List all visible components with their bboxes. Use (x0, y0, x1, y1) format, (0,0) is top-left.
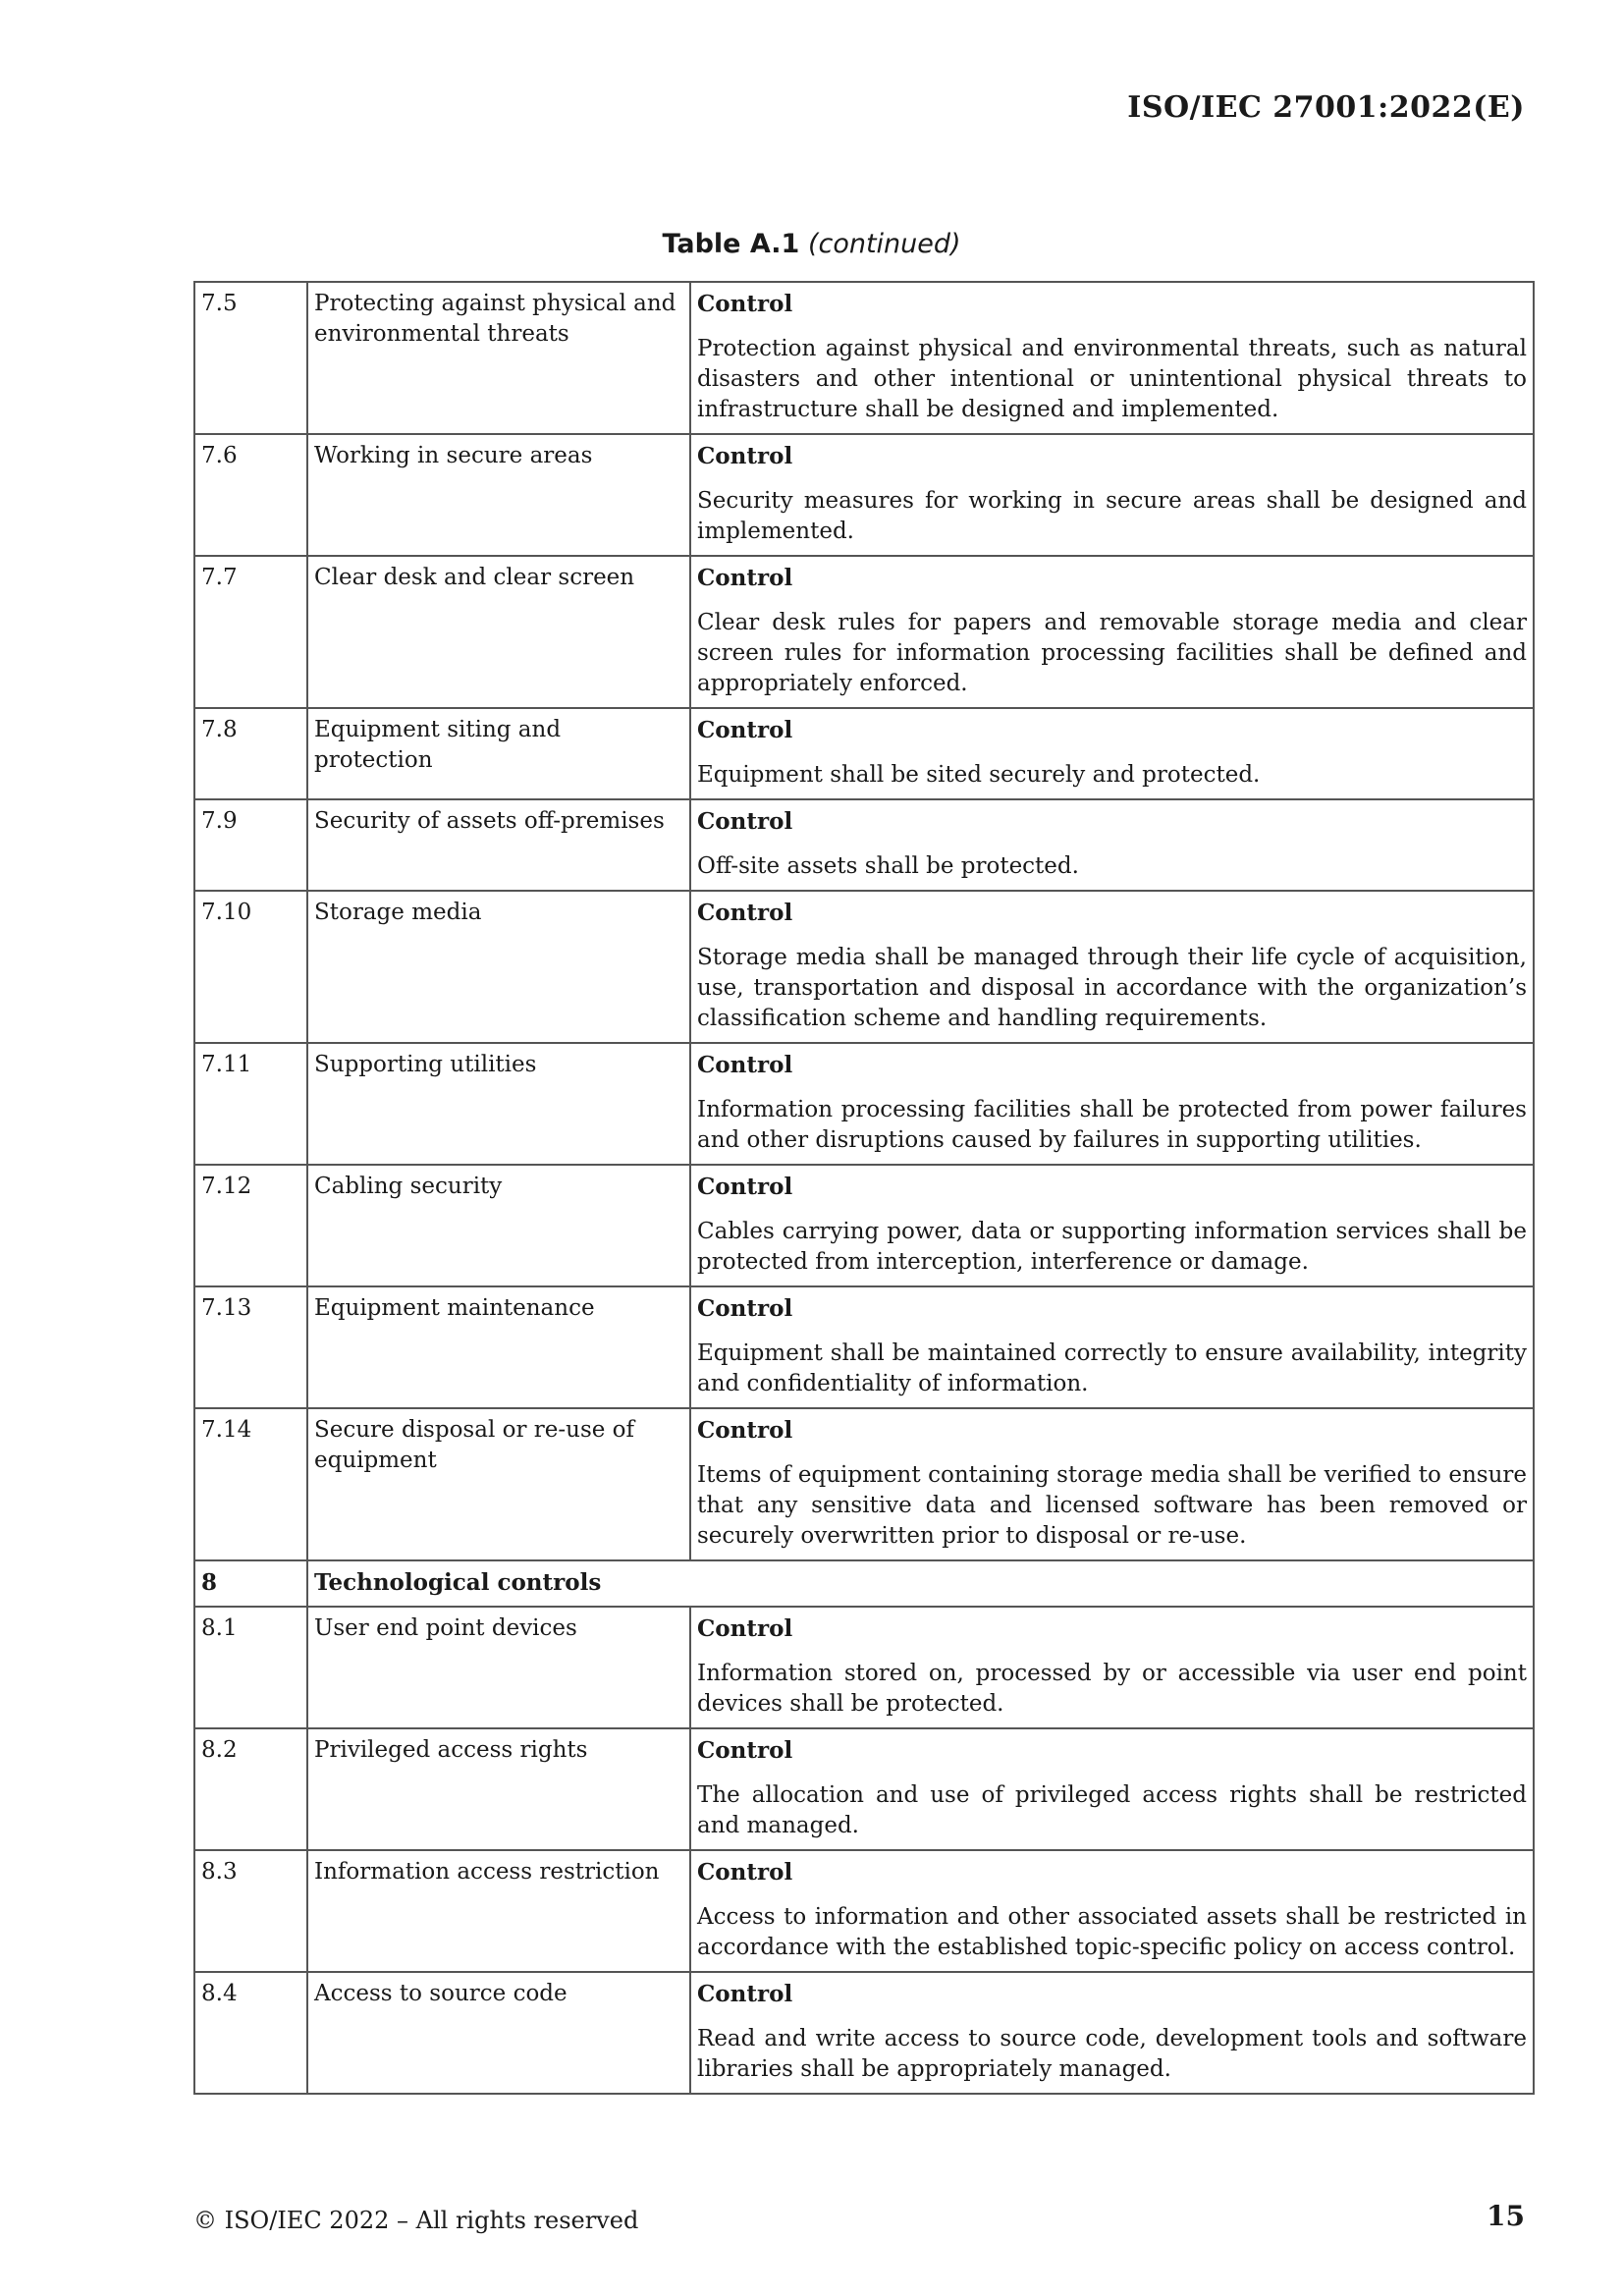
control-cell (690, 1043, 1534, 1165)
control-label: Control (697, 1981, 793, 2007)
table-caption-title: Table A.1 (662, 229, 800, 259)
control-cell (690, 799, 1534, 891)
control-name: Protecting against physical and environmental threats (307, 282, 690, 434)
control-number: 7.8 (194, 708, 307, 799)
control-cell (690, 891, 1534, 1043)
control-name: Storage media (307, 891, 690, 1043)
control-name: Working in secure areas (307, 434, 690, 556)
control-label: Control (697, 291, 793, 317)
control-row (194, 1850, 1534, 1972)
section-row (194, 1560, 1534, 1607)
document-id-header: ISO/IEC 27001:2022(E) (1127, 90, 1525, 125)
control-row (194, 1728, 1534, 1850)
control-number: 7.11 (194, 1043, 307, 1165)
control-description: Information stored on, processed by or accessible via user end point devices shall be protected. (697, 1661, 1527, 1717)
control-cell (690, 708, 1534, 799)
control-row (194, 1972, 1534, 2094)
control-cell (690, 1728, 1534, 1850)
control-label: Control (697, 900, 793, 926)
control-name: Access to source code (307, 1972, 690, 2094)
control-row (194, 434, 1534, 556)
control-row (194, 799, 1534, 891)
control-name: Supporting utilities (307, 1043, 690, 1165)
table-caption (0, 229, 1623, 259)
control-cell (690, 434, 1534, 556)
control-description: Clear desk rules for papers and removable storage media and clear screen rules for information processing facilities shall be defined and appropriately enforced. (697, 610, 1527, 696)
control-description: Storage media shall be managed through their life cycle of acquisition, use, transportation and disposal in accordance with the organization’s classification scheme and handling requirements. (697, 945, 1527, 1031)
controls-table (193, 281, 1535, 2095)
control-description: Protection against physical and environmental threats, such as natural disasters and other intentional or unintentional physical threats to infrastructure shall be designed and implemented. (697, 336, 1527, 422)
control-label: Control (697, 565, 793, 591)
control-name: Equipment maintenance (307, 1286, 690, 1408)
control-number: 7.7 (194, 556, 307, 708)
control-label: Control (697, 1737, 793, 1764)
control-description: Off-site assets shall be protected. (697, 853, 1079, 879)
control-number: 8.4 (194, 1972, 307, 2094)
control-row (194, 282, 1534, 434)
table-caption-subtitle: (continued) (807, 229, 961, 259)
control-cell (690, 1286, 1534, 1408)
control-label: Control (697, 1859, 793, 1886)
control-description: Cables carrying power, data or supporting information services shall be protected from interception, interference or damage. (697, 1219, 1527, 1275)
controls-table-body (194, 282, 1534, 2094)
control-row (194, 708, 1534, 799)
control-label: Control (697, 717, 793, 743)
control-description: Items of equipment containing storage media shall be verified to ensure that any sensitive data and licensed software has been removed or securely overwritten prior to disposal or re-use. (697, 1462, 1527, 1549)
control-label: Control (697, 1174, 793, 1200)
control-label: Control (697, 1417, 793, 1444)
control-row (194, 1043, 1534, 1165)
control-name: Information access restriction (307, 1850, 690, 1972)
control-number: 7.12 (194, 1165, 307, 1286)
control-name: Secure disposal or re-use of equipment (307, 1408, 690, 1560)
control-label: Control (697, 443, 793, 469)
footer-copyright: © ISO/IEC 2022 – All rights reserved (193, 2207, 639, 2234)
control-label: Control (697, 1615, 793, 1642)
control-cell (690, 282, 1534, 434)
control-number: 8.1 (194, 1607, 307, 1728)
control-name: Clear desk and clear screen (307, 556, 690, 708)
control-cell (690, 1972, 1534, 2094)
control-label: Control (697, 808, 793, 835)
control-row (194, 1286, 1534, 1408)
control-row (194, 556, 1534, 708)
control-number: 7.6 (194, 434, 307, 556)
control-number: 8.3 (194, 1850, 307, 1972)
control-number: 7.14 (194, 1408, 307, 1560)
control-number: 7.5 (194, 282, 307, 434)
page-number: 15 (1487, 2200, 1525, 2232)
control-label: Control (697, 1052, 793, 1078)
control-cell (690, 1850, 1534, 1972)
control-name: Security of assets off-premises (307, 799, 690, 891)
control-name: Privileged access rights (307, 1728, 690, 1850)
control-number: 7.9 (194, 799, 307, 891)
section-number: 8 (194, 1560, 307, 1607)
control-description: Equipment shall be maintained correctly to ensure availability, integrity and confidentiality of information. (697, 1340, 1527, 1396)
control-name: Equipment siting and protection (307, 708, 690, 799)
control-number: 7.10 (194, 891, 307, 1043)
control-cell (690, 1607, 1534, 1728)
control-label: Control (697, 1295, 793, 1322)
control-row (194, 891, 1534, 1043)
control-row (194, 1165, 1534, 1286)
control-row (194, 1607, 1534, 1728)
control-description: Information processing facilities shall be protected from power failures and other disruptions caused by failures in supporting utilities. (697, 1097, 1527, 1153)
control-row (194, 1408, 1534, 1560)
control-description: The allocation and use of privileged access rights shall be restricted and managed. (697, 1782, 1527, 1838)
control-number: 8.2 (194, 1728, 307, 1850)
control-name: User end point devices (307, 1607, 690, 1728)
control-description: Security measures for working in secure areas shall be designed and implemented. (697, 488, 1527, 544)
control-name: Cabling security (307, 1165, 690, 1286)
control-number: 7.13 (194, 1286, 307, 1408)
control-cell (690, 1408, 1534, 1560)
control-cell (690, 556, 1534, 708)
control-cell (690, 1165, 1534, 1286)
control-description: Equipment shall be sited securely and protected. (697, 762, 1261, 788)
control-description: Read and write access to source code, development tools and software libraries shall be appropriately managed. (697, 2026, 1527, 2082)
control-description: Access to information and other associated assets shall be restricted in accordance with the established topic-specific policy on access control. (697, 1904, 1527, 1960)
section-title: Technological controls (307, 1560, 1534, 1607)
